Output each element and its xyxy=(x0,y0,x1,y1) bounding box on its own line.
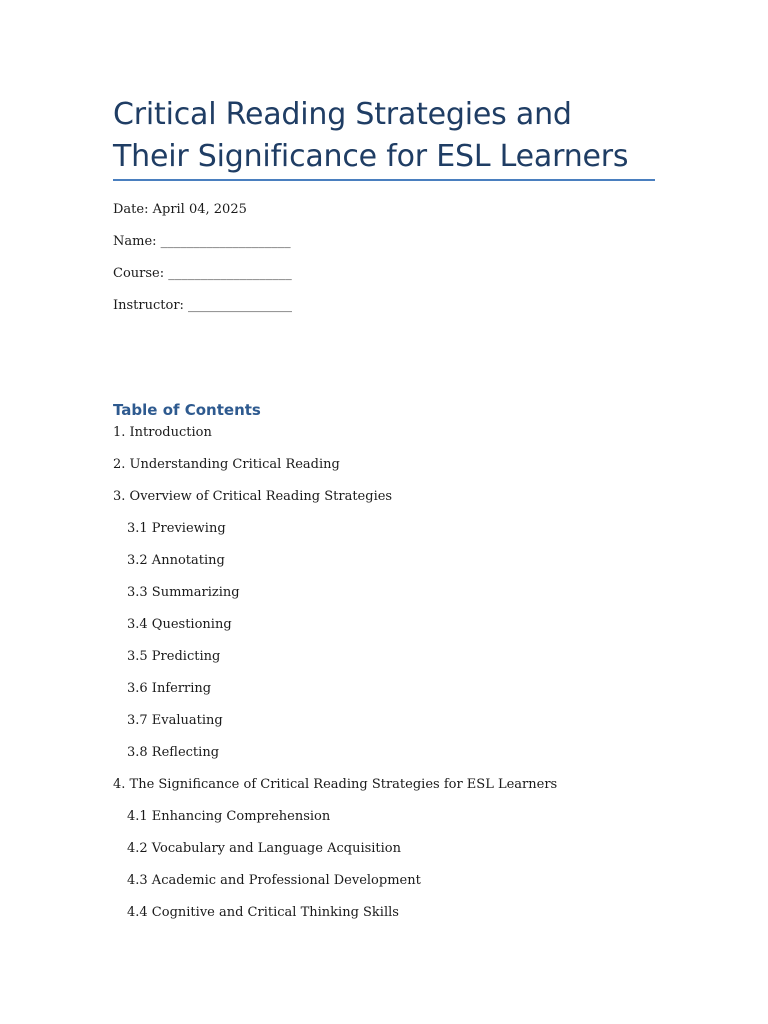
toc-item-annotating: 3.2 Annotating xyxy=(127,553,225,568)
toc-item-overview: 3. Overview of Critical Reading Strategies xyxy=(113,489,393,504)
document-meta xyxy=(113,200,292,328)
toc-heading: Table of Contents xyxy=(113,401,261,419)
toc-item-evaluating: 3.7 Evaluating xyxy=(127,713,223,728)
course-field: Course: ___________________ xyxy=(113,266,292,281)
toc-item-reflecting: 3.8 Reflecting xyxy=(127,745,220,760)
toc-item-comprehension: 4.1 Enhancing Comprehension xyxy=(127,809,331,824)
toc-item-significance: 4. The Significance of Critical Reading Strategies for ESL Learners xyxy=(113,777,558,792)
title-underline xyxy=(113,179,655,181)
date-line: Date: April 04, 2025 xyxy=(113,202,247,217)
toc-item-summarizing: 3.3 Summarizing xyxy=(127,585,240,600)
toc-item-academic: 4.3 Academic and Professional Development xyxy=(127,873,421,888)
name-field: Name: ____________________ xyxy=(113,234,291,249)
table-of-contents xyxy=(113,423,557,935)
toc-item-cognitive: 4.4 Cognitive and Critical Thinking Skills xyxy=(127,905,399,920)
toc-item-predicting: 3.5 Predicting xyxy=(127,649,221,664)
instructor-field: Instructor: ________________ xyxy=(113,298,293,313)
toc-item-previewing: 3.1 Previewing xyxy=(127,521,226,536)
document-title: Critical Reading Strategies and Their Significance for ESL Learners xyxy=(113,97,629,174)
toc-item-introduction: 1. Introduction xyxy=(113,425,212,440)
toc-item-understanding: 2. Understanding Critical Reading xyxy=(113,457,340,472)
toc-item-vocabulary: 4.2 Vocabulary and Language Acquisition xyxy=(127,841,402,856)
toc-item-questioning: 3.4 Questioning xyxy=(127,617,232,632)
toc-item-inferring: 3.6 Inferring xyxy=(127,681,212,696)
